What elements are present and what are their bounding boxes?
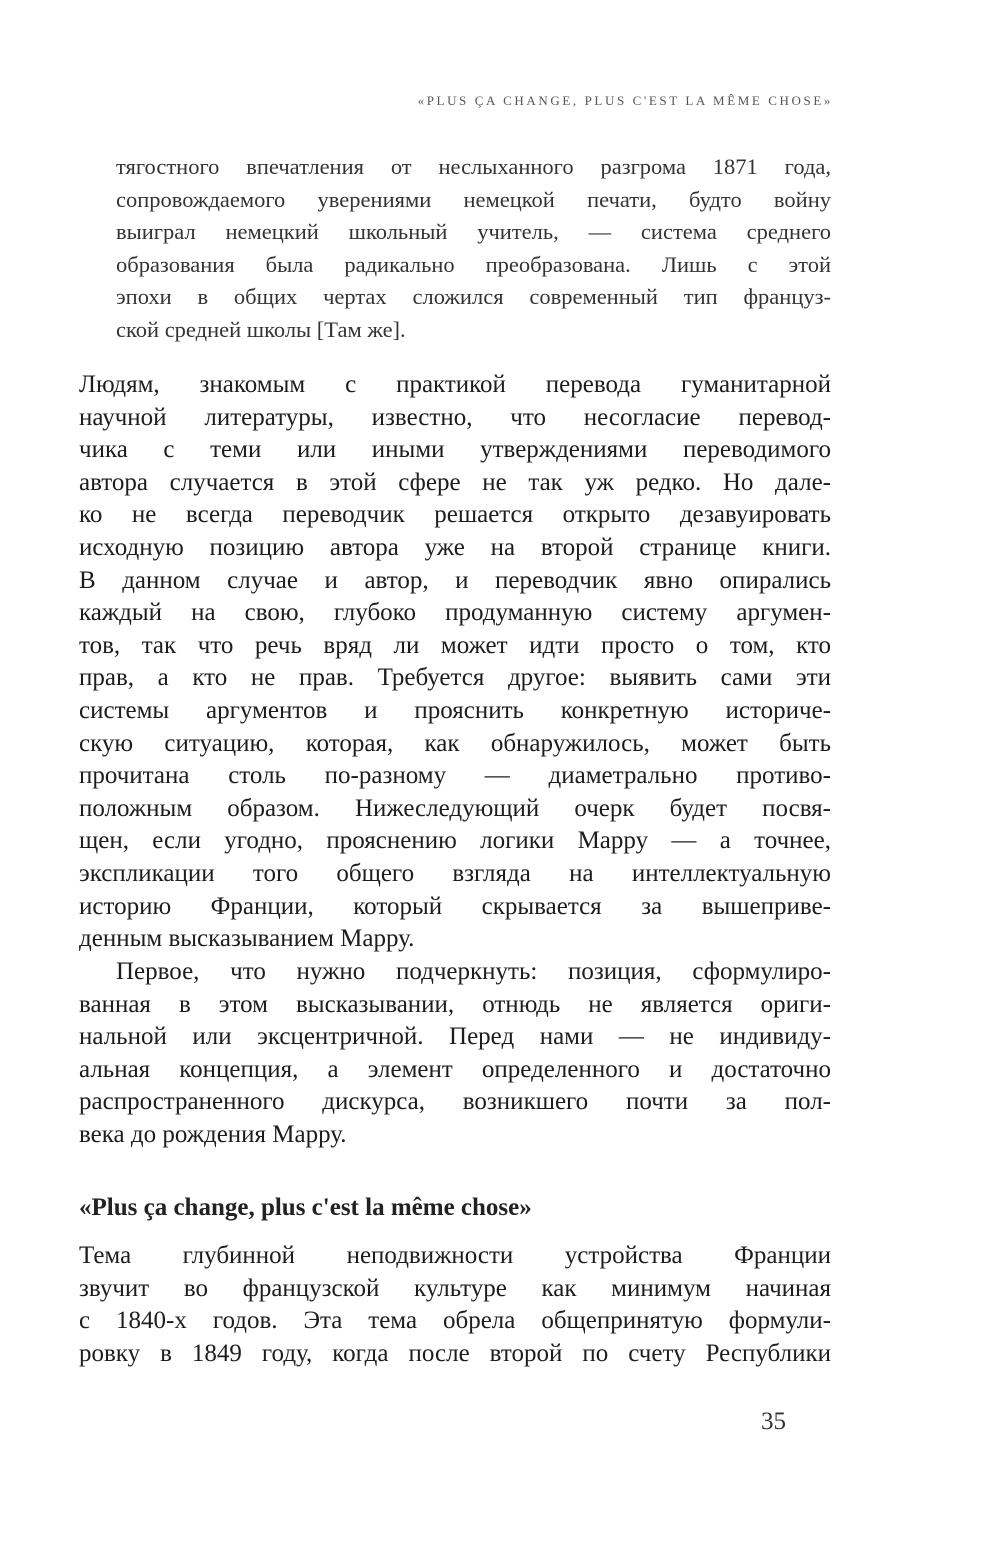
text-line: каждый на свою, глубоко продуманную систему аргумен- bbox=[79, 599, 831, 627]
paragraph-1 bbox=[79, 369, 831, 956]
text-line: ровку в 1849 году, когда после второй по счету Республики bbox=[79, 1339, 831, 1367]
paragraph-2 bbox=[79, 956, 831, 1152]
text-line: системы аргументов и прояснить конкретную историче- bbox=[79, 696, 831, 724]
text-line: В данном случае и автор, и переводчик явно опирались bbox=[79, 566, 831, 594]
text-line: скую ситуацию, которая, как обнаружилось, может быть bbox=[79, 729, 831, 757]
quote-line: ской средней школы [Там же]. bbox=[116, 316, 406, 342]
text-line: Людям, знакомым с практикой перевода гуманитарной bbox=[79, 371, 831, 398]
quote-line: выиграл немецкий школьный учитель, — система среднего bbox=[116, 219, 831, 245]
text-line: нальной или эксцентричной. Перед нами — не индивиду- bbox=[79, 1023, 831, 1051]
text-line: тов, так что речь вряд ли может идти просто о том, кто bbox=[79, 631, 831, 659]
running-header: «PLUS ÇA CHANGE, PLUS C'EST LA MÊME CHOSE» bbox=[417, 93, 833, 108]
text-line: века до рождения Марру. bbox=[79, 1120, 347, 1148]
section-heading: «Plus ça change, plus c'est la même chose» bbox=[79, 1194, 532, 1221]
page-number: 35 bbox=[761, 1408, 786, 1435]
text-line: чика с теми или иными утверждениями переводимого bbox=[79, 436, 831, 464]
text-line: с 1840-х годов. Эта тема обрела общепринятую формули- bbox=[79, 1307, 831, 1335]
block-quote bbox=[79, 151, 831, 347]
text-line: звучит во французской культуре как минимум начиная bbox=[79, 1274, 831, 1302]
quote-line: эпохи в общих чертах сложился современный тип француз- bbox=[116, 284, 831, 310]
text-line: ко не всегда переводчик решается открыто дезавуировать bbox=[79, 501, 831, 529]
text-line: историю Франции, который скрывается за вышеприве- bbox=[79, 892, 831, 920]
text-line: прав, а кто не прав. Требуется другое: выявить сами эти bbox=[79, 664, 831, 692]
text-line: распространенного дискурса, возникшего почти за пол- bbox=[79, 1088, 831, 1116]
paragraph-3 bbox=[79, 1240, 831, 1370]
quote-line: образования была радикально преобразована. Лишь с этой bbox=[116, 251, 831, 277]
text-line: автора случается в этой сфере не так уж редко. Но дале- bbox=[79, 468, 831, 496]
text-line: исходную позицию автора уже на второй странице книги. bbox=[79, 533, 831, 561]
text-line: денным высказыванием Марру. bbox=[79, 925, 415, 953]
text-line: Тема глубинной неподвижности устройства Франции bbox=[79, 1242, 831, 1269]
text-line: положным образом. Нижеследующий очерк будет посвя- bbox=[79, 794, 831, 822]
text-line: экспликации того общего взгляда на интеллектуальную bbox=[79, 859, 831, 887]
text-line: прочитана столь по-разному — диаметрально противо- bbox=[79, 762, 831, 790]
text-line: щен, если угодно, прояснению логики Марру — а точнее, bbox=[79, 827, 831, 855]
text-line: научной литературы, известно, что несогласие перевод- bbox=[79, 403, 831, 431]
quote-line: сопровождаемого уверениями немецкой печати, будто войну bbox=[116, 186, 831, 212]
text-line: альная концепция, а элемент определенного и достаточно bbox=[79, 1055, 831, 1083]
text-line: Первое, что нужно подчеркнуть: позиция, сформулиро- bbox=[116, 958, 831, 985]
quote-line: тягостного впечатления от неслыханного разгрома 1871 года, bbox=[116, 154, 831, 179]
text-line: ванная в этом высказывании, отнюдь не является ориги- bbox=[79, 990, 831, 1018]
